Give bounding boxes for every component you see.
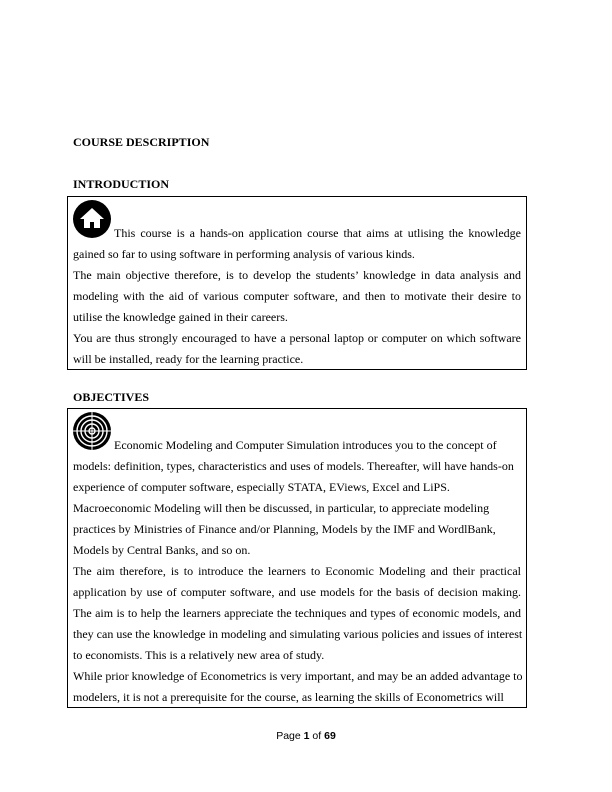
objectives-line-6: Models by Central Banks, and so on.	[73, 543, 251, 557]
objectives-line-3: experience of computer software, especially STATA, EViews, Excel and LiPS.	[73, 480, 450, 494]
intro-line-3: The main objective therefore, is to develop the students’ knowledge in data analysis and	[73, 268, 521, 282]
page-footer	[0, 730, 612, 742]
intro-line-6: You are thus strongly encouraged to have a personal laptop or computer on which software	[73, 331, 521, 345]
of-label: of	[312, 730, 322, 742]
intro-line-4: modeling with the aid of various computer software, and then to motivate their desire to	[73, 289, 521, 303]
introduction-box	[67, 196, 527, 370]
target-icon	[72, 411, 112, 451]
objectives-line-9: The aim is to help the learners appreciate the techniques and types of economic models, and	[73, 606, 521, 620]
objectives-line-8: application by use of computer software, and use models for the basis of decision making.	[73, 585, 521, 599]
intro-line-1: This course is a hands-on application course that aims at utlising the knowledge	[114, 226, 521, 240]
page-label: Page	[276, 730, 301, 742]
intro-line-7: will be installed, ready for the learning practice.	[73, 352, 304, 366]
document-title: COURSE DESCRIPTION	[73, 135, 210, 149]
objectives-line-4: Macroeconomic Modeling will then be discussed, in particular, to appreciate modeling	[73, 501, 490, 515]
objectives-line-2: models: definition, types, characteristics and uses of models. Thereafter, will have hands-on	[73, 459, 514, 473]
home-icon	[72, 199, 112, 239]
current-page-number: 1	[303, 730, 310, 742]
objectives-line-13: modelers, it is not a prerequisite for the course, as learning the skills of Econometrics will	[73, 690, 504, 704]
intro-line-2: gained so far to using software in performing analysis of various kinds.	[73, 247, 415, 261]
objectives-box	[67, 408, 527, 708]
objectives-line-7: The aim therefore, is to introduce the learners to Economic Modeling and their practical	[73, 564, 521, 578]
objectives-line-1: Economic Modeling and Computer Simulation introduces you to the concept of	[114, 438, 497, 452]
objectives-line-5: practices by Ministries of Finance and/or Planning, Models by the IMF and WordlBank,	[73, 522, 496, 536]
objectives-line-10: they can use the knowledge in modeling and simulating various policies and issues of interest	[73, 627, 523, 641]
objectives-line-11: to economists. This is a relatively new area of study.	[73, 648, 325, 662]
objectives-line-12: While prior knowledge of Econometrics is very important, and may be an added advantage to	[73, 669, 523, 683]
section-heading-introduction: INTRODUCTION	[73, 177, 170, 191]
total-pages: 69	[324, 730, 336, 742]
intro-line-5: utilise the knowledge gained in their careers.	[73, 310, 288, 324]
section-heading-objectives: OBJECTIVES	[73, 390, 150, 404]
